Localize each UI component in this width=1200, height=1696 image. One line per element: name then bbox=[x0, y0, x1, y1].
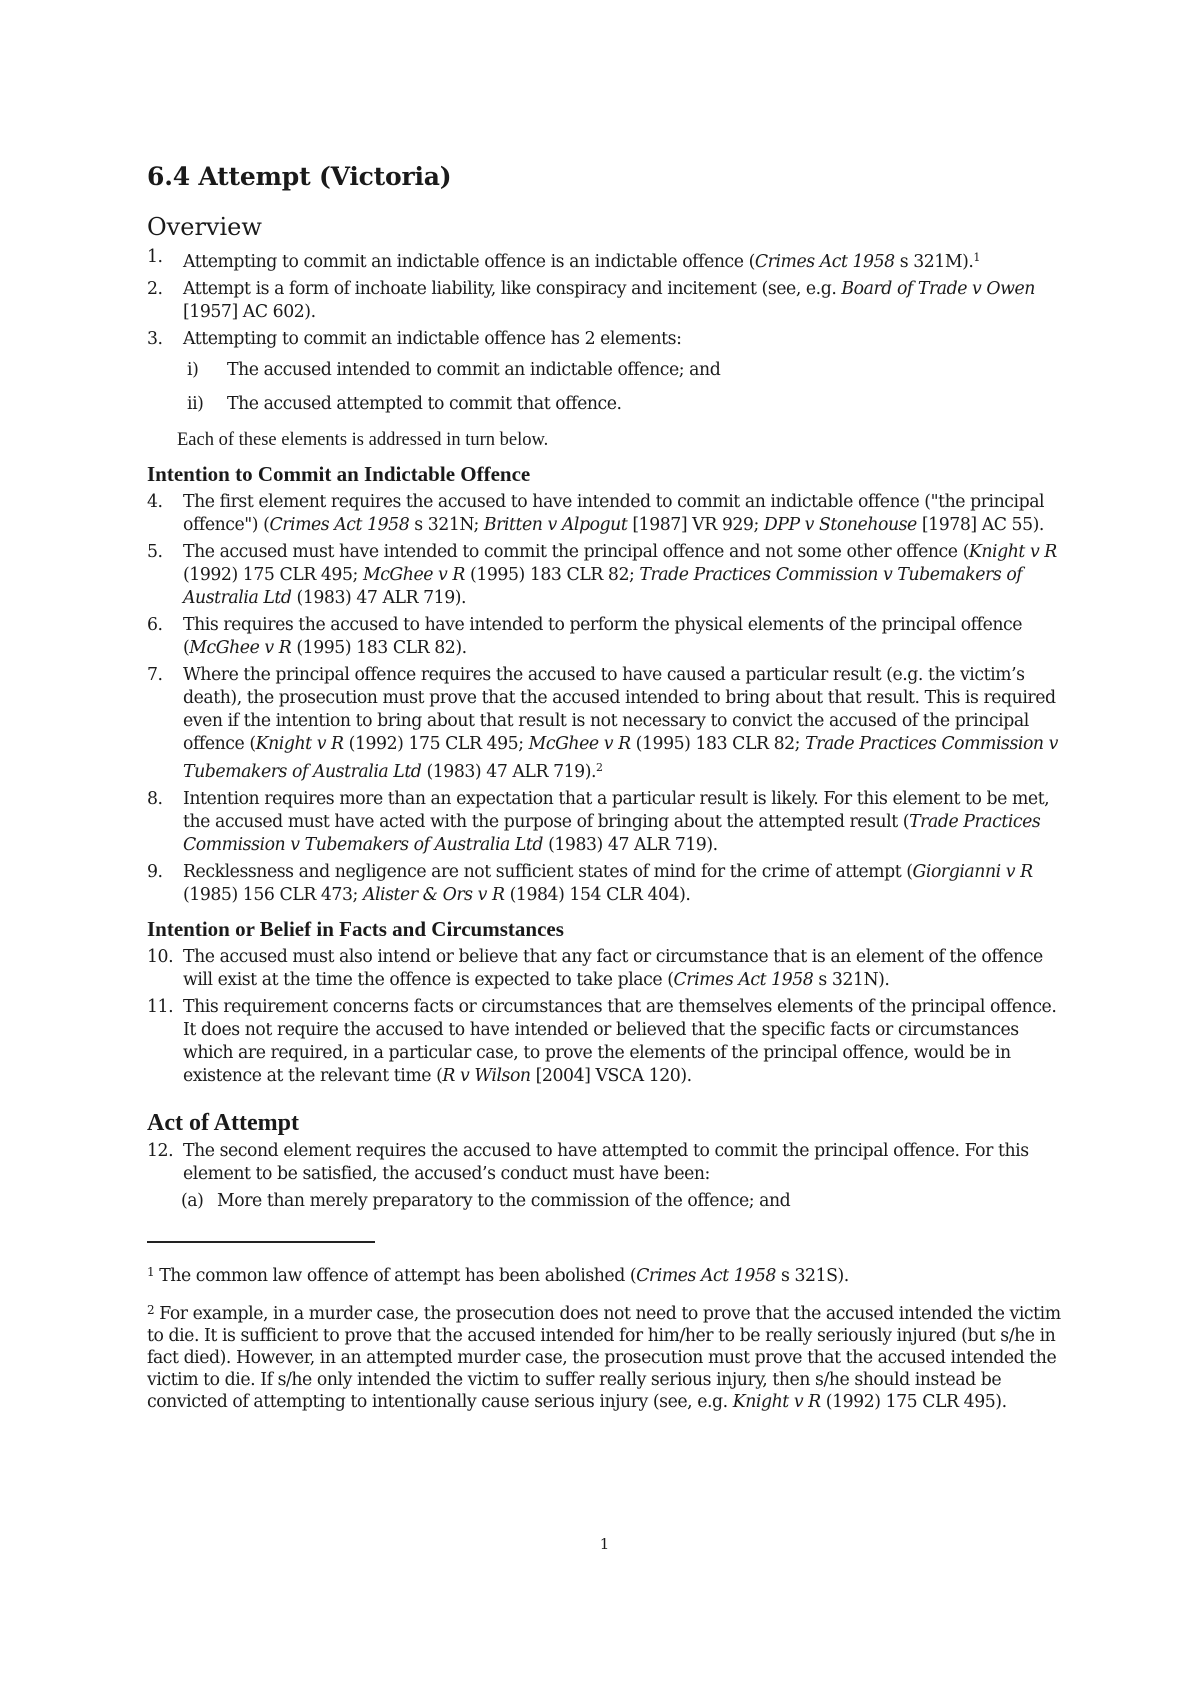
case-citation: Crimes Act 1958 bbox=[636, 1266, 776, 1286]
case-citation: Knight v R bbox=[732, 1392, 821, 1412]
text-run: [1978] AC 55). bbox=[916, 515, 1044, 535]
text-run: Attempting to commit an indictable offence has 2 elements: bbox=[183, 329, 682, 349]
paragraph-number: 10. bbox=[147, 947, 174, 967]
text-run: The first element requires the accused to have intended to commit an indictable offence ("the principal offence") ( bbox=[183, 492, 1045, 535]
act-heading: Act of Attempt bbox=[147, 1110, 299, 1136]
paragraph-number: 3. bbox=[147, 329, 163, 349]
page-title: 6.4 Attempt (Victoria) bbox=[147, 162, 452, 191]
numbered-paragraph bbox=[147, 1140, 1062, 1186]
text-run: (1995) 183 CLR 82; bbox=[630, 734, 806, 754]
text-run: Where the principal offence requires the accused to have caused a particular result (e.g. the victim’s death), the prosecution must prove that the accused intended to bring about that result. This is required even if the intention to bring about that result is not necessary to convict the accused of the principal offence ( bbox=[183, 665, 1056, 754]
sub-item-marker: (a) bbox=[181, 1191, 204, 1211]
paragraph-number: 8. bbox=[147, 789, 163, 809]
belief-list bbox=[147, 946, 1062, 1088]
case-citation: Alister & Ors v R bbox=[362, 885, 505, 905]
paragraph-number: 2. bbox=[147, 279, 163, 299]
paragraph-number: 9. bbox=[147, 862, 163, 882]
text-run: The accused must have intended to commit the principal offence and not some other offence ( bbox=[183, 542, 969, 562]
text-run: (1985) 156 CLR 473; bbox=[183, 885, 363, 905]
footnote-reference[interactable]: 2 bbox=[596, 761, 603, 774]
text-run: (1992) 175 CLR 495). bbox=[820, 1392, 1007, 1412]
footnote bbox=[147, 1261, 1062, 1287]
paragraph-number: 1. bbox=[147, 247, 163, 267]
overview-heading: Overview bbox=[147, 213, 262, 241]
sub-item bbox=[147, 359, 1062, 382]
case-citation: Trade Practices Commission v Tubemakers of Australia Ltd bbox=[183, 734, 1058, 782]
paragraph-number: 5. bbox=[147, 542, 163, 562]
page-number: 1 bbox=[599, 1535, 610, 1553]
numbered-paragraph bbox=[147, 246, 1062, 274]
footnote-number: 1 bbox=[147, 1265, 155, 1279]
numbered-paragraph bbox=[147, 614, 1062, 660]
sub-item bbox=[147, 393, 1062, 416]
text-run: (1992) 175 CLR 495; bbox=[343, 734, 529, 754]
case-citation: McGhee v R bbox=[362, 565, 465, 585]
paragraph-number: 11. bbox=[147, 997, 174, 1017]
text-run: Attempt is a form of inchoate liability, like conspiracy and incitement (see, e.g. bbox=[183, 279, 842, 299]
case-citation: Giorgianni v R bbox=[912, 862, 1033, 882]
intention-heading: Intention to Commit an Indictable Offence bbox=[147, 462, 531, 486]
text-run: Intention requires more than an expectation that a particular result is likely. For this element to be met, the accused must have acted with the purpose of bringing about the attempted result ( bbox=[183, 789, 1050, 832]
text-run: s 321S). bbox=[775, 1266, 849, 1286]
numbered-paragraph bbox=[147, 664, 1062, 784]
paragraph-number: 7. bbox=[147, 665, 163, 685]
text-run: [1987] VR 929; bbox=[627, 515, 764, 535]
overview-sublist bbox=[147, 359, 1062, 416]
text-run: (1992) 175 CLR 495; bbox=[183, 565, 363, 585]
overview-list bbox=[147, 246, 1062, 351]
case-citation: Trade Practices Commission v Tubemakers of Australia Ltd bbox=[183, 812, 1041, 855]
text-run: [1957] AC 602). bbox=[183, 302, 316, 322]
case-citation: Knight v R bbox=[968, 542, 1057, 562]
numbered-paragraph bbox=[147, 541, 1062, 610]
numbered-paragraph bbox=[147, 788, 1062, 857]
act-sublist bbox=[147, 1190, 1062, 1213]
case-citation: Trade Practices Commission v Tubemakers of Australia Ltd bbox=[183, 565, 1023, 608]
text-run: The common law offence of attempt has been abolished ( bbox=[159, 1266, 637, 1286]
case-citation: R v Wilson bbox=[442, 1066, 531, 1086]
case-citation: McGhee v R bbox=[189, 638, 292, 658]
sub-item-marker: i) bbox=[187, 360, 199, 380]
numbered-paragraph bbox=[147, 861, 1062, 907]
text-run: [2004] VSCA 120). bbox=[530, 1066, 692, 1086]
numbered-paragraph bbox=[147, 996, 1062, 1088]
text-run: (1983) 47 ALR 719). bbox=[421, 762, 597, 782]
case-citation: Knight v R bbox=[255, 734, 344, 754]
text-run: (1995) 183 CLR 82; bbox=[464, 565, 640, 585]
text-run: (1983) 47 ALR 719). bbox=[543, 835, 718, 855]
case-citation: Crimes Act 1958 bbox=[673, 970, 814, 990]
text-run: s 321M). bbox=[894, 252, 974, 272]
intention-list bbox=[147, 491, 1062, 907]
text-run: The second element requires the accused to have attempted to commit the principal offence. For this element to be satisfied, the accused’s conduct must have been: bbox=[183, 1141, 1029, 1184]
sub-item-text: More than merely preparatory to the commission of the offence; and bbox=[217, 1191, 791, 1211]
case-citation: Crimes Act 1958 bbox=[269, 515, 410, 535]
case-citation: DPP v Stonehouse bbox=[763, 515, 917, 535]
act-list bbox=[147, 1140, 1062, 1186]
footnote bbox=[147, 1299, 1062, 1413]
numbered-paragraph bbox=[147, 328, 1062, 351]
case-citation: McGhee v R bbox=[528, 734, 631, 754]
text-run: (1995) 183 CLR 82). bbox=[291, 638, 467, 658]
text-run: s 321N). bbox=[813, 970, 890, 990]
sub-item bbox=[147, 1190, 1062, 1213]
paragraph-number: 6. bbox=[147, 615, 163, 635]
text-run: (1983) 47 ALR 719). bbox=[291, 588, 467, 608]
document-page bbox=[147, 162, 1062, 1553]
case-citation: Crimes Act 1958 bbox=[754, 252, 895, 272]
text-run: Recklessness and negligence are not sufficient states of mind for the crime of attempt ( bbox=[183, 862, 913, 882]
text-run: (1984) 154 CLR 404). bbox=[504, 885, 691, 905]
case-citation: Britten v Alpogut bbox=[483, 515, 628, 535]
text-run: s 321N; bbox=[409, 515, 484, 535]
sub-item-marker: ii) bbox=[187, 394, 204, 414]
text-run: Attempting to commit an indictable offence is an indictable offence ( bbox=[183, 252, 755, 272]
sub-item-text: The accused attempted to commit that offence. bbox=[227, 394, 622, 414]
numbered-paragraph bbox=[147, 946, 1062, 992]
overview-closing: Each of these elements is addressed in turn below. bbox=[177, 430, 549, 450]
text-run: This requirement concerns facts or circumstances that are themselves elements of the principal offence. It does not require the accused to have intended or believed that the specific facts or circumstances which are required, in a particular case, to prove the elements of the principal offence, would be in existence at the relevant time ( bbox=[183, 997, 1057, 1086]
footnote-separator bbox=[147, 1241, 375, 1243]
belief-heading: Intention or Belief in Facts and Circumstances bbox=[147, 917, 564, 941]
sub-item-text: The accused intended to commit an indictable offence; and bbox=[227, 360, 721, 380]
text-run: The accused must also intend or believe that any fact or circumstance that is an element of the offence will exist at the time the offence is expected to take place ( bbox=[183, 947, 1043, 990]
paragraph-number: 12. bbox=[147, 1141, 174, 1161]
text-run: This requires the accused to have intended to perform the physical elements of the principal offence ( bbox=[183, 615, 1023, 658]
footnote-reference[interactable]: 1 bbox=[973, 251, 980, 264]
footnote-number: 2 bbox=[147, 1303, 155, 1317]
footnotes bbox=[147, 1261, 1062, 1413]
paragraph-number: 4. bbox=[147, 492, 163, 512]
case-citation: Board of Trade v Owen bbox=[841, 279, 1035, 299]
numbered-paragraph bbox=[147, 491, 1062, 537]
text-run: For example, in a murder case, the prosecution does not need to prove that the accused intended the victim to die. It is sufficient to prove that the accused intended for him/her to be really seriously injured (but s/he in fact died). However, in an attempted murder case, the prosecution must prove that the accused intended the victim to die. If s/he only intended the victim to suffer really serious injury, then s/he should instead be convicted of attempting to intentionally cause serious injury (see, e.g. bbox=[147, 1304, 1061, 1412]
numbered-paragraph bbox=[147, 278, 1062, 324]
